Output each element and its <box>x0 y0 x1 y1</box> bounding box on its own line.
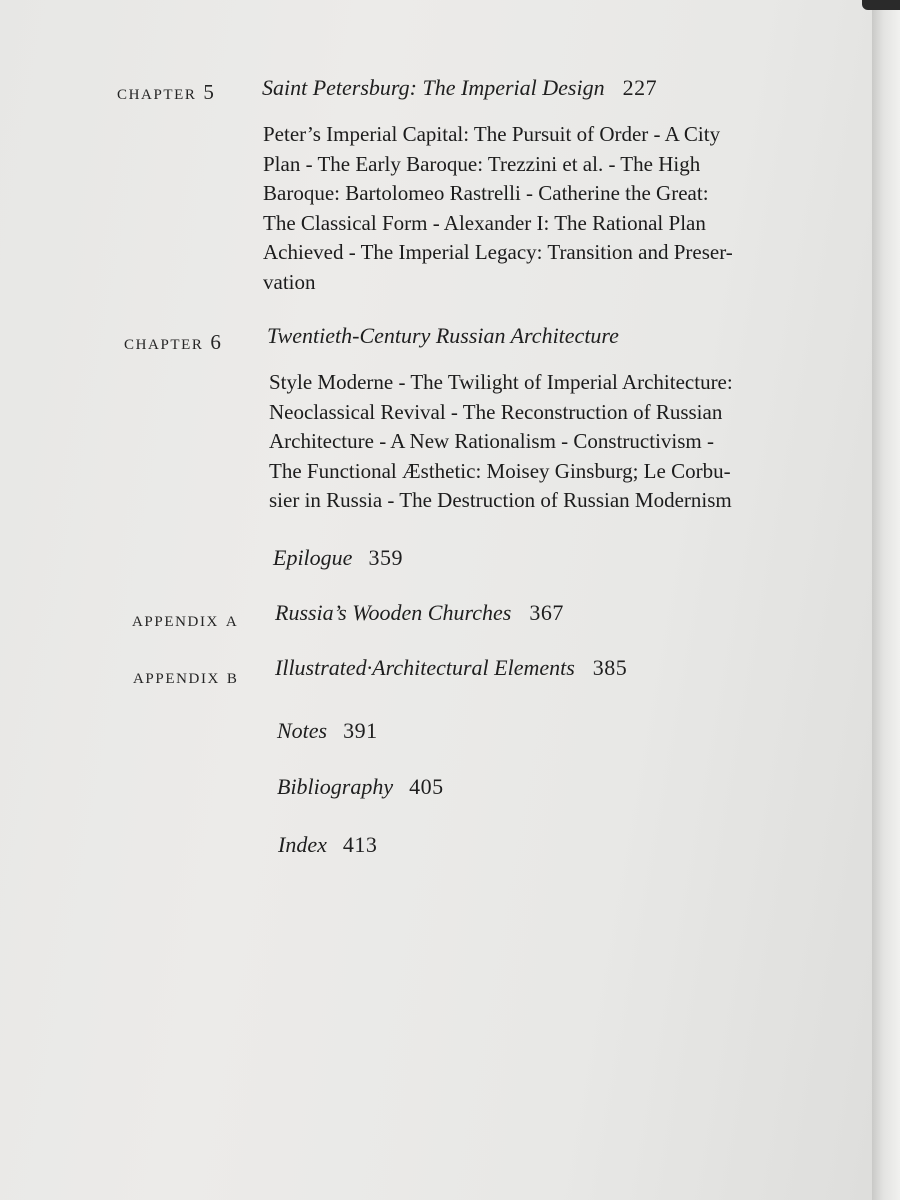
appendix-b-label: appendix b <box>133 664 239 688</box>
index-title: Index <box>278 832 327 857</box>
chapter-5-section-line: Baroque: Bartolomeo Rastrelli - Catherine the Great: <box>263 181 709 205</box>
chapter-6-section-line: The Functional Æsthetic: Moisey Ginsburg; Le Corbu- <box>269 458 731 483</box>
bibliography-title: Bibliography <box>277 774 394 799</box>
adjacent-page-edge <box>872 0 900 1200</box>
notes-entry <box>277 718 378 744</box>
appendix-a-title: Russia’s Wooden Churches <box>275 600 512 625</box>
chapter-5-label: chapter 5 <box>117 80 216 104</box>
chapter-6-title-row <box>267 323 619 349</box>
appendix-a-label: appendix a <box>132 607 239 631</box>
chapter-5-section-line: Plan - The Early Baroque: Trezzini et al. - The High <box>263 151 701 176</box>
appendix-b-title: Illustrated·Architectural Elements <box>275 655 575 680</box>
bibliography-entry <box>277 774 444 800</box>
chapter-6-sections <box>269 368 733 516</box>
chapter-5-sections <box>263 120 733 297</box>
book-cover-corner <box>862 0 900 10</box>
chapter-6-label: chapter 6 <box>124 330 223 354</box>
appendix-b-page-number: 385 <box>592 655 628 680</box>
chapter-6-title: Twentieth-Century Russian Architecture <box>267 323 619 348</box>
notes-page-number: 391 <box>343 718 378 743</box>
notes-title: Notes <box>277 718 328 743</box>
chapter-5-page-number: 227 <box>622 75 658 100</box>
chapter-6-section-line: Neoclassical Revival - The Reconstruction of Russian <box>269 399 723 424</box>
chapter-5-section-line: Peter’s Imperial Capital: The Pursuit of Order - A City <box>263 122 721 146</box>
appendix-b-title-row <box>275 655 627 681</box>
bibliography-page-number: 405 <box>409 774 444 799</box>
appendix-a-title-row <box>275 600 564 626</box>
chapter-6-section-line: Architecture - A New Rationalism - Constructivism - <box>269 429 714 453</box>
epilogue-page-number: 359 <box>368 545 403 570</box>
chapter-5-title-row <box>262 75 657 101</box>
chapter-5-section-line: vation <box>263 269 316 294</box>
chapter-5-title: Saint Petersburg: The Imperial Design <box>262 75 605 100</box>
chapter-6-section-line: Style Moderne - The Twilight of Imperial Architecture: <box>269 370 733 394</box>
index-page-number: 413 <box>342 832 378 857</box>
chapter-5-section-line: Achieved - The Imperial Legacy: Transition and Preser- <box>263 240 733 264</box>
chapter-6-section-line: sier in Russia - The Destruction of Russian Modernism <box>269 488 732 512</box>
index-entry <box>278 832 377 858</box>
epilogue-title: Epilogue <box>273 545 353 570</box>
chapter-5-section-line: The Classical Form - Alexander I: The Rational Plan <box>263 210 706 235</box>
epilogue-entry <box>273 545 403 571</box>
appendix-a-page-number: 367 <box>529 600 564 625</box>
